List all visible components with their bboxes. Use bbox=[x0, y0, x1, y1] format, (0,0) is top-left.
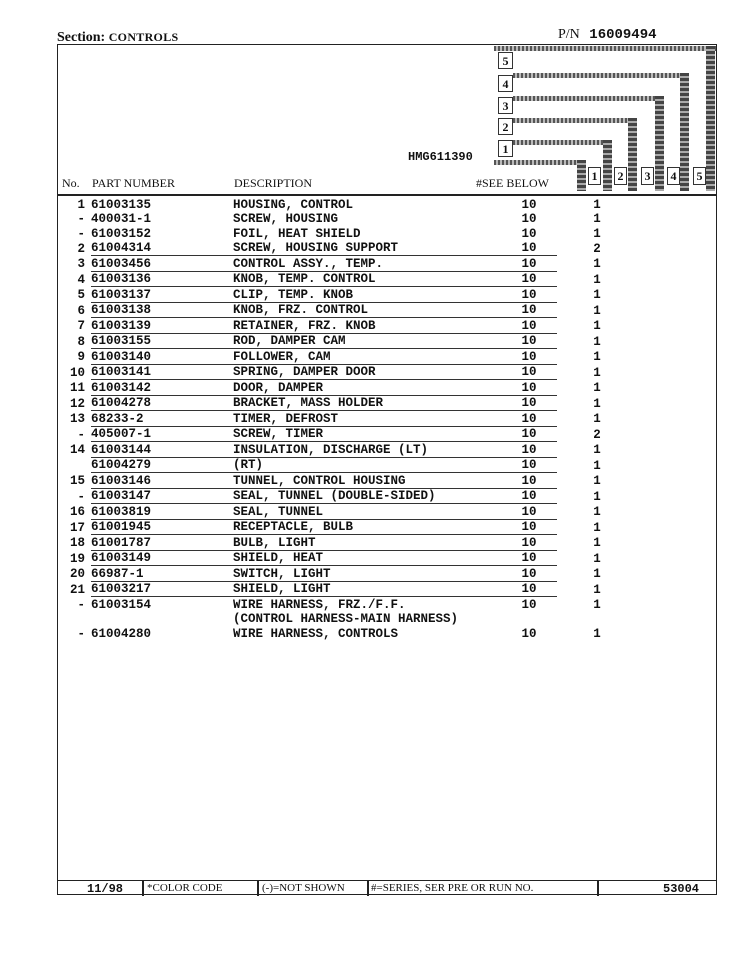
series-code: 10 bbox=[501, 395, 557, 411]
legend-hatch bbox=[513, 118, 633, 123]
row-number: 18 bbox=[69, 536, 85, 550]
part-number: 61003152 bbox=[91, 226, 152, 241]
part-number: 61003137 bbox=[91, 287, 233, 303]
table-row bbox=[57, 457, 637, 473]
table-row bbox=[57, 626, 637, 641]
series-code: 10 bbox=[501, 364, 557, 380]
legend-step-4: 4 bbox=[498, 75, 513, 92]
part-description: SEAL, TUNNEL bbox=[233, 504, 501, 520]
row-number: 8 bbox=[77, 334, 85, 349]
row-number bbox=[57, 457, 91, 473]
quantity: 1 bbox=[593, 319, 601, 333]
row-number: 7 bbox=[77, 319, 85, 333]
quantity: 1 bbox=[593, 582, 601, 597]
footer-series-note: #=SERIES, SER PRE OR RUN NO. bbox=[371, 882, 534, 894]
footer-not-shown: (-)=NOT SHOWN bbox=[262, 882, 345, 894]
series-code: 10 bbox=[501, 426, 557, 442]
part-number: 68233-2 bbox=[91, 411, 233, 427]
part-description: (CONTROL HARNESS-MAIN HARNESS) bbox=[233, 612, 459, 626]
part-number bbox=[91, 612, 233, 627]
part-number: 61003135 bbox=[91, 197, 152, 212]
row-number bbox=[57, 612, 91, 627]
footer-divider bbox=[142, 881, 144, 896]
part-number: 61003142 bbox=[91, 380, 233, 396]
part-number: 61003144 bbox=[91, 442, 233, 458]
part-number: 61003140 bbox=[91, 349, 233, 365]
footer-divider bbox=[367, 881, 369, 896]
legend-hatch bbox=[603, 140, 612, 191]
legend-step-2: 2 bbox=[498, 118, 513, 135]
quantity: 2 bbox=[593, 427, 601, 442]
legend-hatch bbox=[494, 46, 716, 51]
part-description: SHIELD, LIGHT bbox=[233, 581, 501, 597]
legend-hatch bbox=[680, 73, 689, 191]
part-description: DOOR, DAMPER bbox=[233, 380, 501, 396]
part-description: WIRE HARNESS, FRZ./F.F. bbox=[233, 597, 406, 612]
row-number: - bbox=[77, 597, 85, 612]
part-description: FOIL, HEAT SHIELD bbox=[233, 226, 361, 241]
part-number: 61003154 bbox=[91, 597, 152, 612]
part-description: SEAL, TUNNEL (DOUBLE-SIDED) bbox=[233, 488, 501, 504]
part-number: 405007-1 bbox=[91, 426, 233, 442]
table-row bbox=[57, 597, 637, 612]
part-number: 61004280 bbox=[91, 626, 152, 641]
series-code: 10 bbox=[501, 241, 557, 256]
series-code: 10 bbox=[501, 473, 557, 489]
quantity: 1 bbox=[593, 365, 601, 380]
table-row bbox=[57, 349, 637, 365]
row-number: 19 bbox=[69, 551, 85, 566]
table-row bbox=[57, 241, 637, 256]
part-number: 66987-1 bbox=[91, 566, 233, 582]
series-code: 10 bbox=[501, 256, 557, 272]
part-description: SPRING, DAMPER DOOR bbox=[233, 364, 501, 380]
part-description: SHIELD, HEAT bbox=[233, 550, 501, 566]
row-number: 21 bbox=[69, 582, 85, 597]
quantity: 1 bbox=[593, 597, 601, 612]
row-number: 12 bbox=[69, 396, 85, 411]
series-code: 10 bbox=[501, 581, 557, 597]
quantity: 1 bbox=[593, 443, 601, 457]
series-code: 10 bbox=[501, 302, 557, 318]
part-description: RETAINER, FRZ. KNOB bbox=[233, 318, 501, 334]
row-number: - bbox=[77, 226, 85, 241]
row-number: 13 bbox=[69, 412, 85, 426]
series-code: 10 bbox=[501, 333, 557, 349]
table-row bbox=[57, 581, 637, 597]
series-code: 10 bbox=[501, 271, 557, 287]
table-row bbox=[57, 318, 637, 334]
part-number: 61004314 bbox=[91, 241, 233, 256]
col-header-no: No. bbox=[62, 176, 80, 190]
legend-hatch bbox=[628, 118, 637, 191]
legend-col-2: 2 bbox=[614, 167, 627, 185]
part-number: 61003138 bbox=[91, 302, 233, 318]
quantity bbox=[557, 612, 637, 627]
part-description: BULB, LIGHT bbox=[233, 535, 501, 551]
table-row bbox=[57, 302, 637, 318]
part-description: (RT) bbox=[233, 457, 501, 473]
series-code: 10 bbox=[521, 597, 537, 612]
table-row bbox=[57, 488, 637, 504]
part-number: 61004278 bbox=[91, 395, 233, 411]
legend-hatch bbox=[577, 160, 586, 191]
series-code: 10 bbox=[521, 226, 537, 241]
row-number: - bbox=[77, 212, 85, 226]
row-number: 2 bbox=[77, 241, 85, 256]
col-header-part-number: PART NUMBER bbox=[92, 176, 175, 190]
part-number: 400031-1 bbox=[91, 212, 152, 226]
quantity: 1 bbox=[593, 197, 601, 212]
quantity: 1 bbox=[593, 303, 601, 318]
part-description: ROD, DAMPER CAM bbox=[233, 333, 501, 349]
part-number: 61003819 bbox=[91, 504, 233, 520]
part-description: TUNNEL, CONTROL HOUSING bbox=[233, 473, 501, 489]
series-code: 10 bbox=[521, 197, 537, 212]
row-number: 1 bbox=[77, 197, 85, 212]
quantity: 1 bbox=[593, 350, 601, 364]
table-row bbox=[57, 566, 637, 582]
part-description: RECEPTACLE, BULB bbox=[233, 519, 501, 535]
legend-hatch bbox=[706, 46, 715, 191]
table-row bbox=[57, 380, 637, 396]
table-row bbox=[57, 197, 637, 212]
table-row bbox=[57, 287, 637, 303]
pn-value: 16009494 bbox=[589, 27, 657, 43]
quantity: 1 bbox=[593, 551, 601, 566]
series-code: 10 bbox=[501, 504, 557, 520]
table-row bbox=[57, 212, 637, 227]
quantity: 1 bbox=[593, 520, 601, 535]
footer-date: 11/98 bbox=[87, 882, 124, 896]
quantity: 1 bbox=[593, 474, 601, 488]
part-description: SWITCH, LIGHT bbox=[233, 566, 501, 582]
row-number: 4 bbox=[77, 272, 85, 287]
series-code bbox=[501, 612, 557, 627]
footer-page-code: 53004 bbox=[663, 882, 700, 896]
series-code: 10 bbox=[501, 380, 557, 396]
row-number: 10 bbox=[69, 365, 85, 380]
legend-hatch bbox=[494, 160, 584, 165]
row-number: 15 bbox=[69, 474, 85, 488]
quantity: 1 bbox=[593, 396, 601, 411]
table-row bbox=[57, 411, 637, 427]
legend-col-4: 4 bbox=[667, 167, 680, 185]
row-number: - bbox=[77, 427, 85, 442]
row-number: 14 bbox=[69, 443, 85, 457]
header-divider bbox=[57, 194, 717, 196]
quantity: 1 bbox=[593, 257, 601, 271]
quantity: 1 bbox=[593, 212, 601, 226]
series-code: 10 bbox=[501, 287, 557, 303]
part-number: 61001787 bbox=[91, 535, 233, 551]
legend-hatch bbox=[513, 140, 608, 145]
part-description: CLIP, TEMP. KNOB bbox=[233, 287, 501, 303]
row-number: 20 bbox=[69, 567, 85, 581]
series-code: 10 bbox=[521, 212, 537, 226]
quantity: 1 bbox=[593, 626, 601, 641]
part-description: HOUSING, CONTROL bbox=[233, 197, 354, 212]
quantity: 1 bbox=[593, 567, 601, 581]
row-number: 11 bbox=[69, 381, 85, 395]
part-number: 61003141 bbox=[91, 364, 233, 380]
table-row bbox=[57, 550, 637, 566]
quantity: 1 bbox=[593, 272, 601, 287]
part-number: 61003155 bbox=[91, 333, 233, 349]
series-code: 10 bbox=[501, 566, 557, 582]
col-header-series: #SEE BELOW bbox=[476, 176, 549, 190]
legend-step-1: 1 bbox=[498, 140, 513, 157]
legend-hatch bbox=[655, 96, 664, 191]
part-number: 61003139 bbox=[91, 318, 233, 334]
part-description: TIMER, DEFROST bbox=[233, 411, 501, 427]
part-description: WIRE HARNESS, CONTROLS bbox=[233, 626, 399, 641]
part-description: KNOB, TEMP. CONTROL bbox=[233, 271, 501, 287]
footer-divider bbox=[597, 881, 599, 896]
footer-divider bbox=[257, 881, 259, 896]
legend-step-5: 5 bbox=[498, 52, 513, 69]
row-number: 17 bbox=[69, 520, 85, 535]
series-code: 10 bbox=[501, 442, 557, 458]
part-number: 61003146 bbox=[91, 473, 233, 489]
section-label: Section: bbox=[57, 30, 106, 45]
row-number: 9 bbox=[77, 350, 85, 364]
row-number: 3 bbox=[77, 257, 85, 271]
table-row bbox=[57, 442, 637, 458]
table-row bbox=[57, 333, 637, 349]
part-number: 61004279 bbox=[91, 457, 233, 473]
series-code: 10 bbox=[501, 411, 557, 427]
row-number: 6 bbox=[77, 303, 85, 318]
row-number: 5 bbox=[77, 288, 85, 302]
part-number: 61003147 bbox=[91, 488, 233, 504]
table-row bbox=[57, 535, 637, 551]
table-row bbox=[57, 364, 637, 380]
quantity: 1 bbox=[593, 334, 601, 349]
quantity: 1 bbox=[593, 489, 601, 504]
legend-hatch bbox=[513, 73, 683, 78]
table-row bbox=[57, 473, 637, 489]
table-row bbox=[57, 426, 637, 442]
table-row bbox=[57, 395, 637, 411]
part-description: FOLLOWER, CAM bbox=[233, 349, 501, 365]
section-value: CONTROLS bbox=[108, 30, 179, 44]
footer-color-code: *COLOR CODE bbox=[147, 882, 223, 894]
row-number: - bbox=[77, 626, 85, 641]
table-row bbox=[57, 256, 637, 272]
legend-col-1: 1 bbox=[588, 167, 601, 185]
footer-legend bbox=[57, 880, 717, 896]
part-number: 61003456 bbox=[91, 256, 233, 272]
series-code: 10 bbox=[501, 550, 557, 566]
part-number: 61003217 bbox=[91, 581, 233, 597]
quantity: 1 bbox=[593, 505, 601, 519]
series-code: 10 bbox=[501, 318, 557, 334]
quantity: 1 bbox=[593, 458, 601, 473]
quantity: 1 bbox=[593, 412, 601, 426]
part-description: INSULATION, DISCHARGE (LT) bbox=[233, 442, 501, 458]
table-row bbox=[57, 504, 637, 520]
pn-label: P/N bbox=[558, 27, 580, 42]
table-row bbox=[57, 271, 637, 287]
col-header-description: DESCRIPTION bbox=[234, 176, 313, 190]
legend-col-3: 3 bbox=[641, 167, 654, 185]
table-row bbox=[57, 612, 637, 627]
part-description: BRACKET, MASS HOLDER bbox=[233, 395, 501, 411]
series-code: 10 bbox=[501, 519, 557, 535]
part-description: CONTROL ASSY., TEMP. bbox=[233, 256, 501, 272]
legend-step-3: 3 bbox=[498, 97, 513, 114]
parts-table bbox=[57, 197, 637, 641]
part-description: SCREW, HOUSING SUPPORT bbox=[233, 241, 501, 256]
part-number-heading bbox=[558, 27, 657, 43]
legend-model-label: HMG611390 bbox=[408, 150, 473, 164]
quantity: 1 bbox=[593, 381, 601, 395]
series-code: 10 bbox=[501, 488, 557, 504]
part-description: SCREW, TIMER bbox=[233, 426, 501, 442]
quantity: 1 bbox=[593, 536, 601, 550]
part-number: 61003136 bbox=[91, 271, 233, 287]
part-number: 61001945 bbox=[91, 519, 233, 535]
series-code: 10 bbox=[521, 626, 537, 641]
part-description: SCREW, HOUSING bbox=[233, 212, 339, 226]
series-code: 10 bbox=[501, 457, 557, 473]
quantity: 2 bbox=[593, 241, 601, 256]
table-row bbox=[57, 519, 637, 535]
row-number: - bbox=[77, 489, 85, 504]
legend-hatch bbox=[513, 96, 661, 101]
quantity: 1 bbox=[593, 288, 601, 302]
row-number: 16 bbox=[69, 505, 85, 519]
quantity: 1 bbox=[593, 226, 601, 241]
part-number: 61003149 bbox=[91, 550, 233, 566]
table-row bbox=[57, 226, 637, 241]
part-description: KNOB, FRZ. CONTROL bbox=[233, 302, 501, 318]
legend-col-5: 5 bbox=[693, 167, 706, 185]
series-code: 10 bbox=[501, 349, 557, 365]
series-code: 10 bbox=[501, 535, 557, 551]
